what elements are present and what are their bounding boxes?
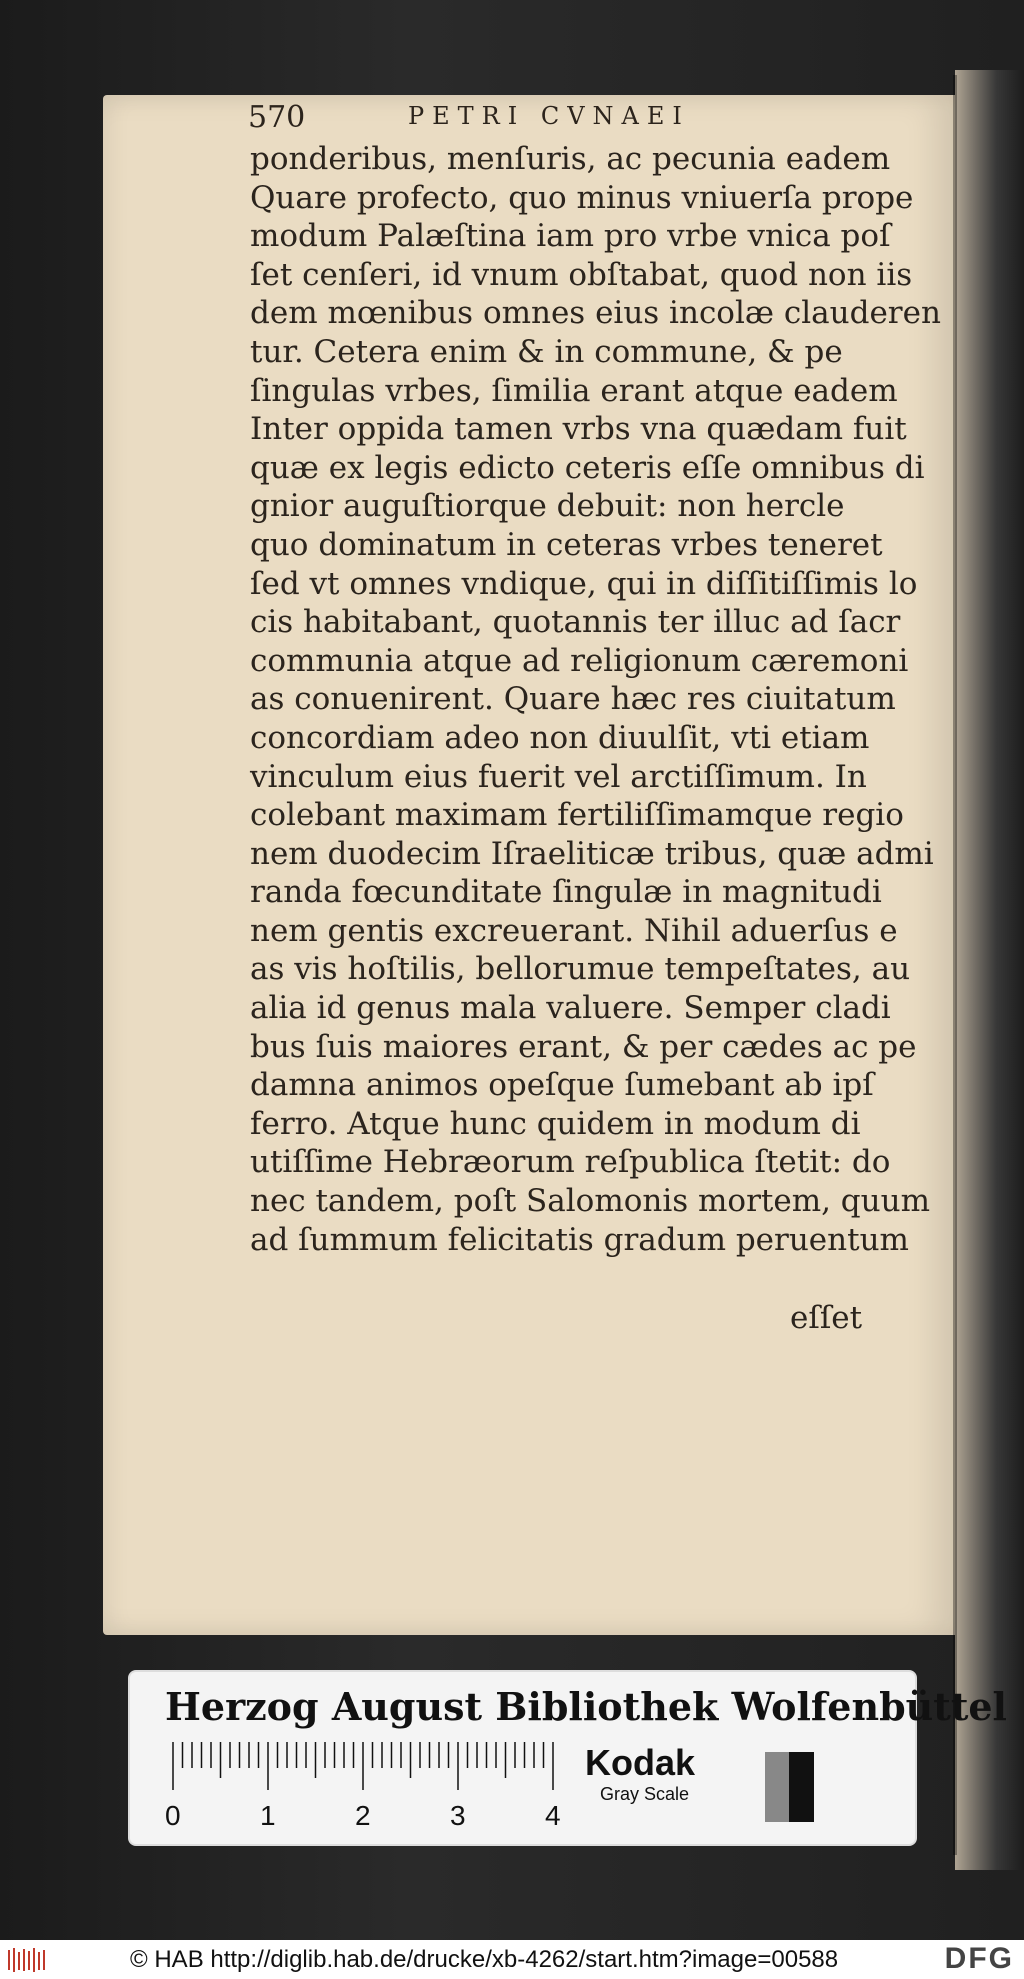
text-line: nem gentis excreuerant. Nihil aduerſus e (250, 912, 898, 949)
text-line: quo dominatum in ceteras vrbes teneret (250, 526, 883, 563)
page-number: 570 (248, 100, 306, 135)
footer-bar (0, 1940, 1024, 1979)
footer-citation-link[interactable]: © HAB http://diglib.hab.de/drucke/xb-4262/start.htm?image=00588 (130, 1946, 839, 1973)
text-line: ferro. Atque hunc quidem in modum di (250, 1105, 861, 1142)
ruler-number: 2 (355, 1800, 371, 1831)
page-header (248, 100, 808, 140)
dfg-logo: DFG (944, 1942, 1014, 1975)
text-line: nec tandem, poſt Salomonis mortem, quum (250, 1183, 930, 1220)
text-line: communia atque ad religionum cæremoni (250, 642, 909, 679)
body-text (250, 140, 941, 1259)
text-line: as vis hoſtilis, bellorumue tempeſtates, au (250, 951, 911, 988)
text-line: Quare profecto, quo minus vniuerſa prope (250, 179, 914, 216)
text-line: vinculum eius fuerit vel arctiſſimum. In (250, 758, 867, 795)
ruler-number: 4 (545, 1800, 561, 1831)
gray-patch (765, 1752, 790, 1822)
gray-patch (740, 1752, 765, 1822)
text-line: alia id genus mala valuere. Semper cladi (250, 990, 891, 1027)
text-line: ſingulas vrbes, ſimilia erant atque eadem (250, 372, 898, 409)
text-line: utiſſime Hebræorum reſpublica ſtetit: do (250, 1144, 891, 1181)
text-line: modum Palæſtina iam pro vrbe vnica poſ (250, 218, 891, 255)
hab-logo-icon (6, 1946, 50, 1974)
ruler-number: 1 (260, 1800, 276, 1831)
facing-page-edge (955, 70, 1024, 1870)
gray-scale-label: Gray Scale (600, 1784, 690, 1804)
text-line: as conuenirent. Quare hæc res ciuitatum (250, 681, 896, 718)
text-line: nem duodecim Iſraeliticæ tribus, quæ admi (250, 835, 934, 872)
calibration-card (130, 1672, 1007, 1844)
running-head: PETRI CVNAEI (408, 102, 690, 130)
kodak-brand: Kodak (585, 1742, 696, 1783)
gray-scale-patches (740, 1752, 814, 1822)
text-line: bus ſuis maiores erant, & per cædes ac pe (250, 1028, 917, 1065)
text-line: dem mœnibus omnes eius incolæ clauderen (250, 295, 941, 332)
text-line: ad ſummum felicitatis gradum peruentum (250, 1221, 909, 1258)
text-line: cis habitabant, quotannis ter illuc ad ſacr (250, 604, 901, 641)
ruler-number: 3 (450, 1800, 466, 1831)
text-line: ſed vt omnes vndique, qui in diſſitiſſimis lo (250, 565, 918, 602)
ruler-number: 0 (165, 1800, 181, 1831)
text-line: tur. Cetera enim & in commune, & pe (250, 333, 843, 370)
ruler-icon (168, 1742, 568, 1790)
text-line: damna animos opeſque ſumebant ab ipſ (250, 1067, 874, 1104)
text-line: quæ ex legis edicto ceteris eſſe omnibus di (250, 449, 925, 486)
text-line: gnior auguſtiorque debuit: non hercle (250, 488, 845, 525)
text-line: concordiam adeo non diuulſit, vti etiam (250, 719, 870, 756)
text-line: ſet cenſeri, id vnum obſtabat, quod non iis (250, 256, 913, 293)
text-line: randa fœcunditate ſingulæ in magnitudi (250, 874, 882, 911)
library-name: Herzog August Bibliothek Wolfenbüttel (165, 1684, 1007, 1729)
text-line: Inter oppida tamen vrbs vna quædam fuit (250, 411, 907, 448)
text-line: colebant maximam fertiliſſimamque regio (250, 797, 904, 834)
gutter-shadow (953, 75, 957, 1855)
gray-patch (789, 1752, 814, 1822)
catchword: eſſet (790, 1300, 863, 1336)
text-line: ponderibus, menſuris, ac pecunia eadem (250, 141, 891, 177)
